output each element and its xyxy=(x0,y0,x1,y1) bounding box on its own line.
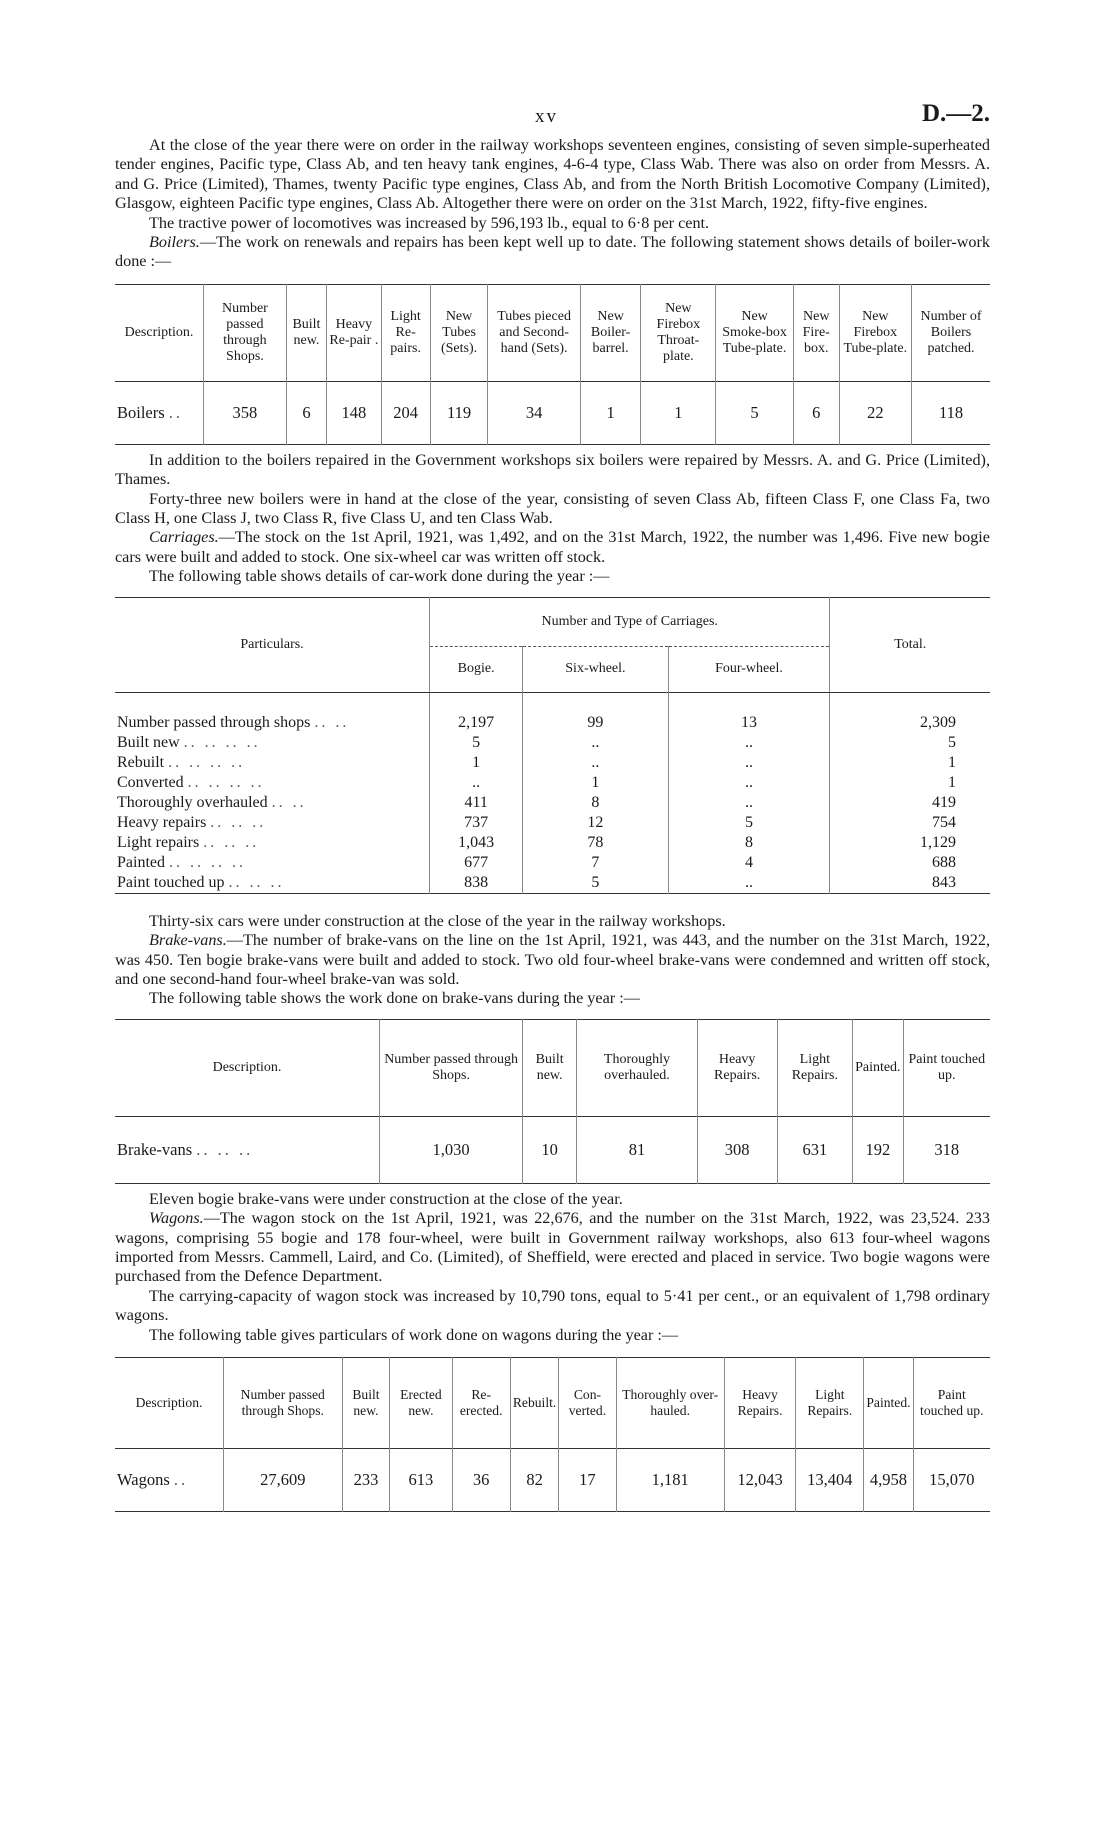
table-row xyxy=(115,813,990,833)
boilers-heading: Boilers. xyxy=(149,233,200,252)
table-cell: 1,030 xyxy=(380,1116,523,1183)
table-cell: 12 xyxy=(523,813,668,833)
carriages-col-group: Number and Type of Carriages. xyxy=(430,597,830,647)
table-cell: 15,070 xyxy=(913,1448,990,1511)
table-cell: 78 xyxy=(523,833,668,853)
paragraph-engines-on-order: At the close of the year there were on order in the railway workshops seventeen engines, consisting of seven simple-superheated tender engines, Pacific type, Class Ab, and ten heavy tank engines, 4-6-4 type, Class Wab. There was also on order from Messrs. A. and G. Price (Limited), Thames, twenty Pacific type engines, Class Ab, and from the North British Locomotive Company (Limited), Glasgow, eighteen Pacific type engines, Class Ab. Altogether there were on order on the 31st March, 1922, fifty-five engines. xyxy=(115,136,990,213)
brakevans-col-overhauled: Thoroughly overhauled. xyxy=(577,1019,698,1116)
page-header xyxy=(115,96,990,136)
paragraph-wagons xyxy=(115,1209,990,1287)
table-cell: 17 xyxy=(559,1448,616,1511)
page-folio: xv xyxy=(535,106,558,127)
table-row xyxy=(115,713,990,733)
row-label: Converted .. .. .. .. xyxy=(117,773,265,791)
row-label: Built new .. .. .. .. xyxy=(117,733,261,751)
carriages-text: —The stock on the 1st April, 1921, was 1,492, and on the 31st March, 1922, the number was 1,496. Five new bogie cars were built and added to stock. One six-wheel car was written off stock. xyxy=(115,528,990,566)
wagons-col-re-erected: Re-erected. xyxy=(452,1357,510,1448)
table-cell: 754 xyxy=(830,813,990,833)
table-cell: 1 xyxy=(830,753,990,773)
table-cell: 5 xyxy=(430,733,523,753)
table-row xyxy=(115,1116,990,1183)
paragraph-carrying-capacity: The carrying-capacity of wagon stock was increased by 10,790 tons, equal to 5·41 per cent., or an equivalent of 1,798 ordinary wagons. xyxy=(115,1286,990,1325)
table-cell: .. xyxy=(668,793,830,813)
table-cell: 22 xyxy=(839,381,912,444)
wagons-col-passed: Number passed through Shops. xyxy=(224,1357,343,1448)
table-cell: 34 xyxy=(488,381,580,444)
wagons-col-heavy: Heavy Repairs. xyxy=(724,1357,795,1448)
wagons-row-label: Wagons .. xyxy=(117,1469,189,1489)
boilers-row-label: Boilers .. xyxy=(117,402,184,422)
table-row xyxy=(115,833,990,853)
boilers-col-barrel: New Boiler-barrel. xyxy=(580,284,641,381)
table-cell: 1,043 xyxy=(430,833,523,853)
brakevans-col-passed: Number passed through Shops. xyxy=(380,1019,523,1116)
wagons-col-light: Light Repairs. xyxy=(796,1357,864,1448)
table-cell: 419 xyxy=(830,793,990,813)
table-row xyxy=(115,773,990,793)
row-label: Thoroughly overhauled .. .. xyxy=(117,793,307,811)
carriages-col-total: Total. xyxy=(830,597,990,692)
table-cell: 308 xyxy=(697,1116,777,1183)
paragraph-brake-vans xyxy=(115,931,990,989)
table-cell: 148 xyxy=(327,381,382,444)
paragraph-boilers xyxy=(115,233,990,272)
table-cell: 358 xyxy=(204,381,287,444)
table-row xyxy=(115,753,990,773)
wagons-col-converted: Con-verted. xyxy=(559,1357,616,1448)
boilers-col-smokebox: New Smoke-box Tube-plate. xyxy=(716,284,794,381)
wagons-col-description: Description. xyxy=(135,1394,203,1410)
brakevans-col-painted: Painted. xyxy=(853,1019,904,1116)
paragraph-carriages xyxy=(115,528,990,567)
boilers-col-firebox: New Fire-box. xyxy=(793,284,839,381)
table-cell: .. xyxy=(430,773,523,793)
row-label: Painted .. .. .. .. xyxy=(117,853,246,871)
table-cell: 13,404 xyxy=(796,1448,864,1511)
boilers-table-header xyxy=(115,284,990,381)
table-cell: 10 xyxy=(523,1116,577,1183)
table-cell: 82 xyxy=(510,1448,558,1511)
table-cell: 36 xyxy=(452,1448,510,1511)
carriages-heading: Carriages. xyxy=(149,528,219,547)
table-row xyxy=(115,853,990,873)
table-cell: 8 xyxy=(668,833,830,853)
row-label: Light repairs .. .. .. xyxy=(117,833,260,851)
table-cell: 4,958 xyxy=(864,1448,913,1511)
table-cell: .. xyxy=(668,733,830,753)
boilers-col-new-tubes: New Tubes (Sets). xyxy=(430,284,488,381)
table-cell: 318 xyxy=(903,1116,990,1183)
table-cell: 13 xyxy=(668,713,830,733)
wagons-col-painted: Painted. xyxy=(864,1357,913,1448)
paragraph-carriages-table-intro: The following table shows details of car-work done during the year :— xyxy=(149,567,610,586)
table-cell: 1 xyxy=(641,381,716,444)
table-cell: 5 xyxy=(830,733,990,753)
row-label: Paint touched up .. .. .. xyxy=(117,873,285,891)
boilers-col-tubes-pieced: Tubes pieced and Second-hand (Sets). xyxy=(488,284,580,381)
table-cell: 1 xyxy=(523,773,668,793)
table-cell: 677 xyxy=(430,853,523,873)
table-cell: 411 xyxy=(430,793,523,813)
table-cell: 7 xyxy=(523,853,668,873)
table-cell: 2,197 xyxy=(430,713,523,733)
table-cell: 838 xyxy=(430,873,523,894)
carriages-col-bogie: Bogie. xyxy=(430,647,523,692)
table-cell: 843 xyxy=(830,873,990,894)
paragraph-wagons-table-intro: The following table gives particulars of work done on wagons during the year :— xyxy=(149,1325,679,1344)
table-cell: 2,309 xyxy=(830,713,990,733)
wagons-heading: Wagons. xyxy=(149,1209,204,1228)
carriages-table xyxy=(115,597,990,894)
carriages-col-particulars: Particulars. xyxy=(115,597,430,692)
table-cell: 1 xyxy=(430,753,523,773)
table-cell: 5 xyxy=(523,873,668,894)
brake-vans-text: —The number of brake-vans on the line on the 1st April, 1921, was 443, and the number on the 31st March, 1922, was 450. Ten bogie brake-vans were built and added to stock. Two old four-wheel brake-vans were condemned and written off stock, and one second-hand four-wheel brake-van was sold. xyxy=(115,931,990,988)
wagons-text: —The wagon stock on the 1st April, 1921, was 22,676, and the number on the 31st March, 1922, was 23,524. 233 wagons, comprising 55 bogie and 178 four-wheel, were built in Government railway workshops, also 613 four-wheel wagons imported from Messrs. Cammell, Laird, and Co. (Limited), of Sheffield, were erected and placed in service. Two bogie wagons were purchased from the Defence Department. xyxy=(115,1209,990,1286)
brakevans-col-built: Built new. xyxy=(523,1019,577,1116)
table-cell: 81 xyxy=(577,1116,698,1183)
boilers-col-heavy: Heavy Re-pair . xyxy=(327,284,382,381)
table-cell: 8 xyxy=(523,793,668,813)
boilers-text: —The work on renewals and repairs has been kept well up to date. The following statement shows details of boiler-work done :— xyxy=(115,233,990,271)
table-cell: 1 xyxy=(580,381,641,444)
table-row xyxy=(115,873,990,894)
brakevans-row-label: Brake-vans .. .. .. xyxy=(117,1139,254,1159)
table-cell: 1 xyxy=(830,773,990,793)
table-cell: 631 xyxy=(777,1116,852,1183)
row-label: Rebuilt .. .. .. .. xyxy=(117,753,246,771)
table-row xyxy=(115,793,990,813)
boilers-col-built: Built new. xyxy=(286,284,326,381)
carriages-col-four-wheel: Four-wheel. xyxy=(668,647,830,692)
table-cell: 118 xyxy=(912,381,990,444)
paragraph-brake-vans-table-intro: The following table shows the work done on brake-vans during the year :— xyxy=(149,989,640,1008)
table-cell: .. xyxy=(668,773,830,793)
wagons-col-erected: Erected new. xyxy=(390,1357,452,1448)
wagons-col-built: Built new. xyxy=(342,1357,390,1448)
table-cell: 119 xyxy=(430,381,488,444)
table-cell: .. xyxy=(523,753,668,773)
table-cell: 688 xyxy=(830,853,990,873)
table-cell: 233 xyxy=(342,1448,390,1511)
table-cell: 27,609 xyxy=(224,1448,343,1511)
paragraph-new-boilers: Forty-three new boilers were in hand at the close of the year, consisting of seven Class Ab, fifteen Class F, one Class Fa, two Class H, one Class J, two Class R, five Class U, and ten Class Wab. xyxy=(115,489,990,528)
table-row xyxy=(115,1448,990,1511)
table-row xyxy=(115,733,990,753)
brakevans-col-light: Light Repairs. xyxy=(777,1019,852,1116)
brakevans-col-description: Description. xyxy=(212,1059,282,1075)
boilers-col-firebox-tubeplate: New Firebox Tube-plate. xyxy=(839,284,912,381)
paragraph-tractive-power: The tractive power of locomotives was increased by 596,193 lb., equal to 6·8 per cent. xyxy=(149,213,710,232)
brakevans-col-heavy: Heavy Repairs. xyxy=(697,1019,777,1116)
boilers-col-passed: Number passed through Shops. xyxy=(204,284,287,381)
table-cell: 613 xyxy=(390,1448,452,1511)
table-cell: 5 xyxy=(716,381,794,444)
table-cell: .. xyxy=(523,733,668,753)
document-code: D.—2. xyxy=(921,100,990,127)
table-cell: 6 xyxy=(286,381,326,444)
table-cell: 1,129 xyxy=(830,833,990,853)
wagons-table xyxy=(115,1357,990,1512)
boilers-table xyxy=(115,284,990,445)
table-cell: 1,181 xyxy=(616,1448,724,1511)
boilers-col-light: Light Re-pairs. xyxy=(381,284,430,381)
wagons-col-overhauled: Thoroughly over-hauled. xyxy=(616,1357,724,1448)
carriages-col-six-wheel: Six-wheel. xyxy=(523,647,668,692)
table-cell: 99 xyxy=(523,713,668,733)
table-cell: 192 xyxy=(853,1116,904,1183)
document-page xyxy=(115,96,990,1512)
paragraph-boilers-price: In addition to the boilers repaired in the Government workshops six boilers were repaired by Messrs. A. and G. Price (Limited), Thames. xyxy=(115,450,990,489)
table-cell: 737 xyxy=(430,813,523,833)
table-cell: 204 xyxy=(381,381,430,444)
table-cell: 4 xyxy=(668,853,830,873)
row-label: Number passed through shops .. .. xyxy=(117,713,350,731)
boilers-col-throatplate: New Firebox Throat-plate. xyxy=(641,284,716,381)
boilers-col-patched: Number of Boilers patched. xyxy=(912,284,990,381)
wagons-col-rebuilt: Rebuilt. xyxy=(510,1357,558,1448)
boilers-col-description: Description. xyxy=(124,324,194,340)
brake-vans-table xyxy=(115,1019,990,1184)
table-cell: 6 xyxy=(793,381,839,444)
wagons-col-touched: Paint touched up. xyxy=(913,1357,990,1448)
table-cell: .. xyxy=(668,873,830,894)
brakevans-col-touched: Paint touched up. xyxy=(903,1019,990,1116)
paragraph-cars-under-construction: Thirty-six cars were under construction at the close of the year in the railway workshops. xyxy=(149,911,726,930)
table-cell: .. xyxy=(668,753,830,773)
table-row xyxy=(115,381,990,444)
paragraph-brake-vans-under-construction: Eleven bogie brake-vans were under construction at the close of the year. xyxy=(149,1189,623,1208)
table-cell: 5 xyxy=(668,813,830,833)
table-cell: 12,043 xyxy=(724,1448,795,1511)
brake-vans-heading: Brake-vans. xyxy=(149,931,227,950)
row-label: Heavy repairs .. .. .. xyxy=(117,813,267,831)
